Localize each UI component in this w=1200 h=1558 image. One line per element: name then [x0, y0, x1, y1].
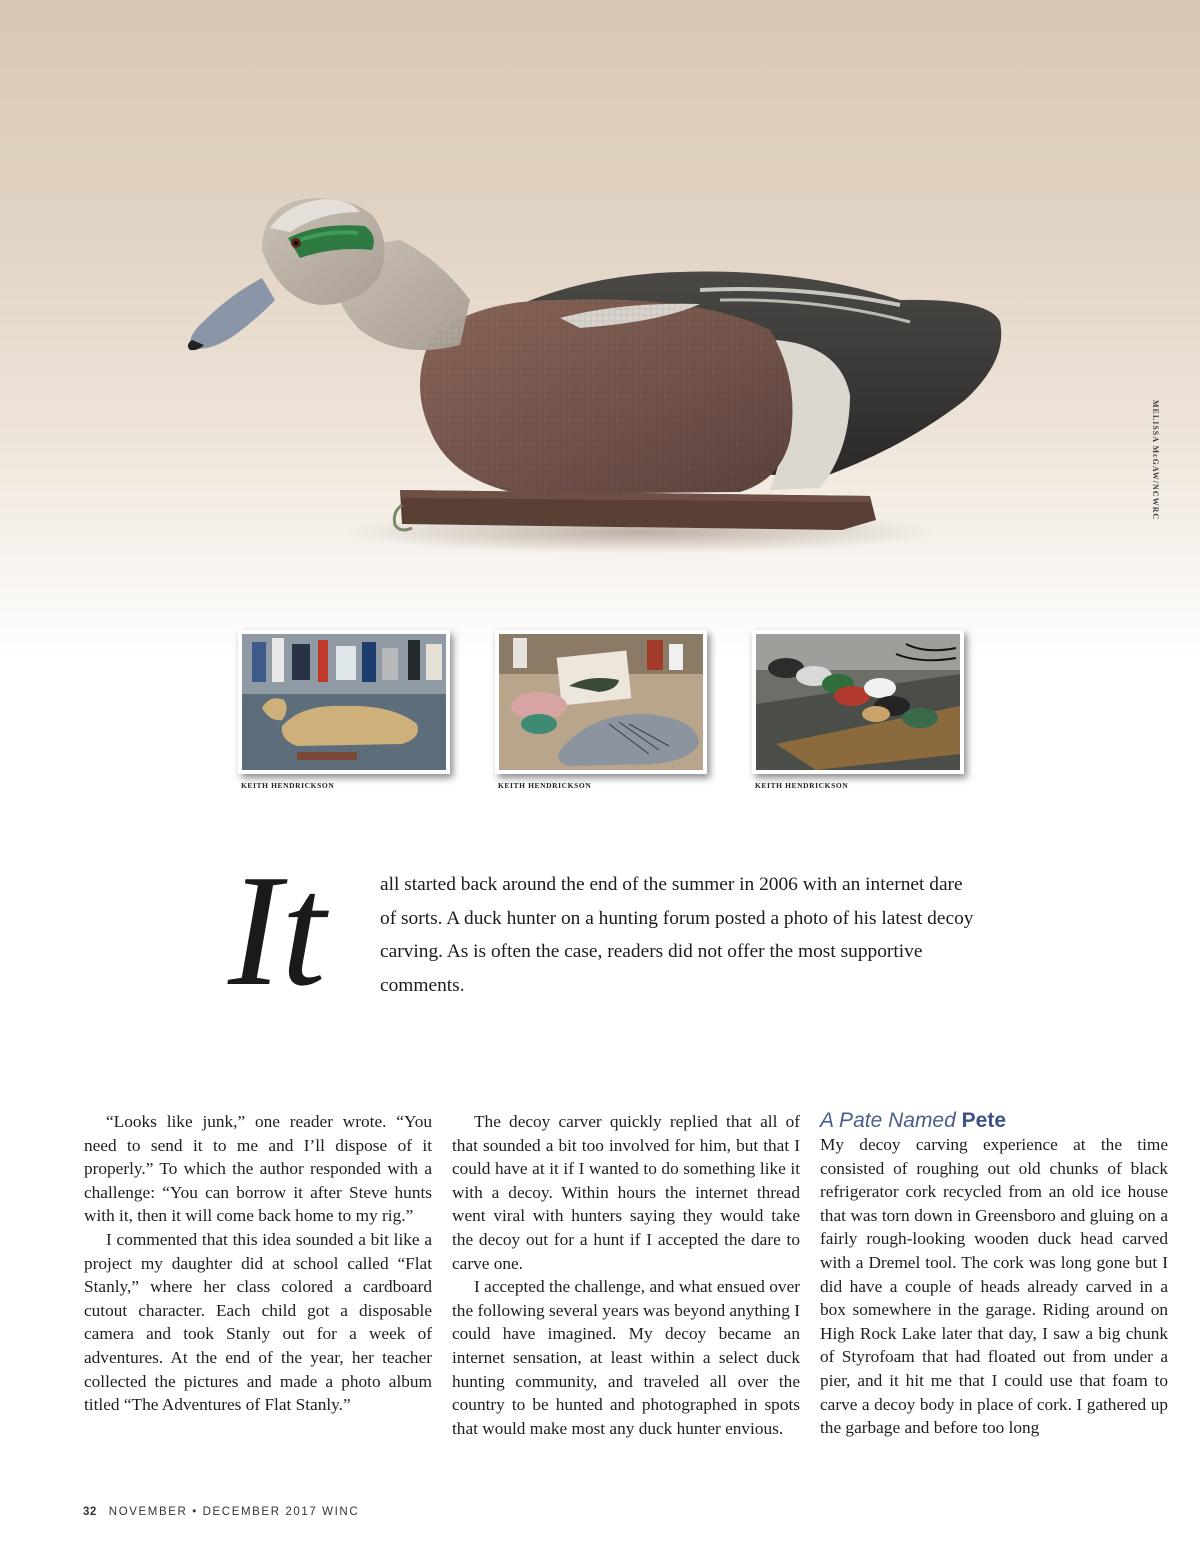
decoy-painting-image	[499, 634, 703, 770]
paragraph: The decoy carver quickly replied that all of that sounded a bit too involved for him, but that I could have at it if I wanted to do something like it with a decoy. Within hours the internet thread went viral with hunters saying they would take the decoy out for a hunt if I accepted the dare to carve one.	[452, 1112, 800, 1273]
hero-photo-credit: MELISSA McGAW/NCWRC	[1151, 400, 1160, 521]
paragraph: I commented that this idea sounded a bit like a project my daughter did at school called “Flat Stanly,” where her class colored a cardboard cutout character. Each child got a disposable camera and took Stanly out for a week of adventures. At the end of the year, her teacher collected the pictures and made a photo album titled “The Adventures of Flat Stanly.”	[84, 1229, 432, 1415]
paragraph: My decoy carving experience at the time consisted of roughing out old chunks of black refrigerator cork recycled from an old ice house that was torn down in Greensboro and gluing on a fairly rough-looking wooden duck head carved with a Dremel tool. The cork was long gone but I did have a couple of heads already carved in a box somewhere in the garage. Riding around on High Rock Lake later that day, I saw a big chunk of Styrofoam that had floated out from under a pier, and it hit me that I could use that foam to carve a decoy body in place of cork. I gathered up the garbage and before too long	[820, 1135, 1168, 1438]
thumbnail-credit-1: KEITH HENDRICKSON	[241, 781, 335, 790]
paragraph: “Looks like junk,” one reader wrote. “You need to send it to me and I’ll dispose of it properly.” To which the author responded with a challenge: “You can borrow it after Steve hunts with it, then it will come back home to my rig.”	[84, 1112, 432, 1226]
body-column-3	[820, 1110, 1168, 1440]
page-number: 32	[83, 1506, 97, 1518]
dropcap-letters: It	[228, 862, 326, 1019]
thumbnail-photo-decoy-spread	[752, 630, 964, 774]
paragraph: I accepted the challenge, and what ensued over the following several years was beyond anything I could have imagined. My decoy became an internet sensation, at least within a select duck hunting community, and traveled all over the country to be hunted and photographed in spots that would make most any duck hunter envious.	[452, 1277, 800, 1438]
thumbnail-credit-3: KEITH HENDRICKSON	[755, 781, 849, 790]
dropcap-it	[226, 862, 398, 1032]
section-subhead	[820, 1108, 1168, 1133]
foam-decoy-body-image	[242, 634, 446, 770]
thumbnail-photo-foam-body	[238, 630, 450, 774]
page-footer	[83, 1506, 359, 1518]
issue-label: NOVEMBER • DECEMBER 2017 WINC	[108, 1506, 360, 1518]
hero-photo	[0, 0, 1200, 660]
thumbnail-credit-2: KEITH HENDRICKSON	[498, 781, 592, 790]
thumbnail-photo-painting	[495, 630, 707, 774]
body-column-1	[84, 1110, 432, 1417]
subhead-bold: Pete	[961, 1109, 1006, 1132]
intro-paragraph: all started back around the end of the summer in 2006 with an internet dare of sorts. A duck hunter on a hunting forum posted a photo of his latest decoy carving. As is often the case, readers did not offer the most supportive comments.	[380, 874, 974, 996]
wigeon-decoy-image	[0, 0, 1200, 660]
decoy-spread-image	[756, 634, 960, 770]
subhead-light: A Pate Named	[820, 1109, 962, 1132]
body-column-2	[452, 1110, 800, 1440]
